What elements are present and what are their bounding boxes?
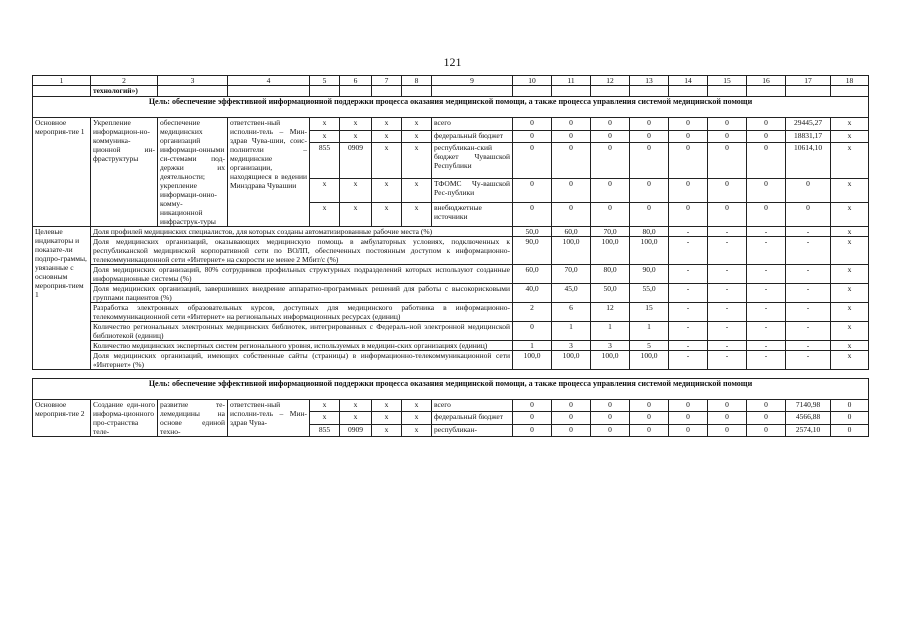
indicator-value: - — [669, 322, 708, 341]
budget-code: х — [402, 178, 432, 202]
column-number: 16 — [747, 76, 786, 86]
funding-value: 0 — [630, 424, 669, 436]
measure-2-executor: ответствен-ный исполни-тель – Мин-здрав Чува- — [228, 400, 310, 437]
funding-value: 0 — [747, 118, 786, 131]
indicator-value: 12 — [591, 303, 630, 322]
measure-1-executor: ответствен-ный исполни-тель – Мин-здрав Чува-шии, соис-полнители – медицинские организации, находящиеся в ведении Минздрава Чувашии — [228, 118, 310, 227]
budget-code: х — [402, 118, 432, 131]
funding-value: 0 — [552, 202, 591, 226]
column-number: 13 — [630, 76, 669, 86]
budget-code: х — [372, 202, 402, 226]
funding-value: 0 — [552, 178, 591, 202]
funding-value: 0 — [630, 130, 669, 143]
indicator-text: Количество медицинских экспертных систем регионального уровня, используемых в медицин-ских организациях (единиц) — [91, 341, 513, 351]
funding-value: 0 — [552, 118, 591, 131]
indicator-value: 6 — [552, 303, 591, 322]
column-number: 3 — [158, 76, 228, 86]
indicator-value: 1 — [552, 322, 591, 341]
indicator-row — [33, 237, 869, 265]
indicator-value: - — [708, 265, 747, 284]
measure-2-description: развитие те-лемедицины на основе единой техно- — [158, 400, 228, 437]
budget-code: х — [402, 400, 432, 412]
budget-code: х — [372, 424, 402, 436]
funding-value: 0 — [669, 400, 708, 412]
indicator-value: - — [747, 265, 786, 284]
indicator-text: Доля медицинских организаций, завершивших внедрение аппаратно-программных решений для работы с высокорисковыми группами пациентов (%) — [91, 284, 513, 303]
funding-value: 0 — [513, 400, 552, 412]
indicator-value: 70,0 — [591, 227, 630, 237]
funding-value: 0 — [591, 130, 630, 143]
indicator-value: - — [708, 322, 747, 341]
indicator-value: 55,0 — [630, 284, 669, 303]
indicator-text: Доля медицинских организаций, имеющих собственные сайты (страницы) в информационно-телекоммуникационной сети «Интернет» (%) — [91, 351, 513, 370]
budget-code: х — [372, 412, 402, 424]
column-number: 12 — [591, 76, 630, 86]
indicator-value: х — [831, 227, 869, 237]
indicator-value: 60,0 — [513, 265, 552, 284]
budget-code: х — [372, 178, 402, 202]
funding-value: 0 — [708, 143, 747, 178]
column-number: 5 — [310, 76, 340, 86]
indicator-value: 1 — [513, 341, 552, 351]
goal-text: Цель: обеспечение эффективной информационной поддержки процесса оказания медицинской помощи, а также процесса управления системой медицинской помощи — [33, 97, 869, 118]
indicator-value: - — [708, 303, 747, 322]
indicator-value: - — [747, 303, 786, 322]
indicator-row — [33, 227, 869, 237]
indicator-value: - — [669, 341, 708, 351]
indicator-value: 0 — [513, 322, 552, 341]
funding-value: 0 — [630, 178, 669, 202]
funding-value: 0 — [591, 400, 630, 412]
column-number: 17 — [786, 76, 831, 86]
measure-1-title: Основное мероприя-тие 1 — [33, 118, 91, 227]
indicator-text: Количество региональных электронных медицинских библиотек, интегрированных с Федераль-ной электронной медицинской библиотекой (единиц) — [91, 322, 513, 341]
budget-code: х — [340, 178, 372, 202]
column-number: 15 — [708, 76, 747, 86]
funding-value: 0 — [669, 412, 708, 424]
funding-value: 0 — [708, 118, 747, 131]
indicator-value: 90,0 — [630, 265, 669, 284]
funding-value: 0 — [669, 202, 708, 226]
funding-value: 0 — [708, 202, 747, 226]
spacer — [33, 370, 869, 379]
indicator-group-label: Целевые индикаторы и показате-ли подпро-граммы, увязанные с основным мероприя-тием 1 — [33, 227, 91, 370]
budget-code: х — [310, 178, 340, 202]
indicator-value: 2 — [513, 303, 552, 322]
funding-source: федеральный бюджет — [432, 130, 513, 143]
funding-value: 0 — [591, 412, 630, 424]
funding-value: 0 — [747, 143, 786, 178]
indicator-text: Доля медицинских организаций, оказывающих медицинскую помощь в амбулаторных условиях, подключенных к республиканской медицинской корпоративной сети по ВОЛП, обеспеченных постоянным доступом к информационно-телекоммуникационной сети «Интернет» на скорости не менее 2 Мбит/с (%) — [91, 237, 513, 265]
indicator-row — [33, 341, 869, 351]
funding-value: 0 — [552, 143, 591, 178]
funding-value: 0 — [747, 178, 786, 202]
indicator-value: - — [786, 322, 831, 341]
budget-code: х — [372, 143, 402, 178]
indicator-text: Разработка электронных образовательных курсов, доступных для медицинского работника в информационно-телекоммуникационной сети «Интернет» на региональных информационных ресурсах (единиц) — [91, 303, 513, 322]
funding-value: 0 — [513, 143, 552, 178]
indicator-value: 50,0 — [513, 227, 552, 237]
indicator-value: - — [669, 303, 708, 322]
measure-1-row — [33, 118, 869, 131]
funding-value: х — [831, 118, 869, 131]
funding-value: 0 — [552, 400, 591, 412]
indicator-value: 100,0 — [630, 351, 669, 370]
budget-code: 0909 — [340, 143, 372, 178]
funding-value: 0 — [669, 118, 708, 131]
funding-value: 4566,88 — [786, 412, 831, 424]
funding-value: 0 — [831, 412, 869, 424]
indicator-value: 15 — [630, 303, 669, 322]
indicator-value: - — [786, 341, 831, 351]
budget-code: х — [340, 118, 372, 131]
indicator-value: - — [786, 227, 831, 237]
indicator-value: 100,0 — [591, 351, 630, 370]
budget-code: х — [372, 130, 402, 143]
budget-code: х — [402, 130, 432, 143]
funding-value: 0 — [630, 412, 669, 424]
funding-value: 2574,10 — [786, 424, 831, 436]
indicator-value: - — [708, 284, 747, 303]
funding-value: 0 — [747, 400, 786, 412]
budget-code: х — [310, 130, 340, 143]
indicator-value: - — [747, 351, 786, 370]
indicator-value: - — [786, 303, 831, 322]
funding-value: 0 — [552, 412, 591, 424]
goal-row-2 — [33, 379, 869, 400]
column-number: 4 — [228, 76, 310, 86]
spacer-row — [33, 370, 869, 379]
indicator-value: - — [708, 227, 747, 237]
indicator-value: х — [831, 351, 869, 370]
funding-value: 0 — [831, 424, 869, 436]
indicator-value: 100,0 — [552, 351, 591, 370]
column-number: 9 — [432, 76, 513, 86]
funding-source: республикан-ский бюджет Чувашской Республики — [432, 143, 513, 178]
indicator-value: 70,0 — [552, 265, 591, 284]
funding-value: 0 — [786, 178, 831, 202]
funding-source: федеральный бюджет — [432, 412, 513, 424]
indicator-value: 100,0 — [630, 237, 669, 265]
funding-source: ТФОМС Чу-вашской Рес-публики — [432, 178, 513, 202]
indicator-value: - — [747, 341, 786, 351]
funding-value: 0 — [630, 400, 669, 412]
budget-code: 855 — [310, 143, 340, 178]
funding-value: 0 — [630, 202, 669, 226]
funding-value: 0 — [591, 202, 630, 226]
funding-value: 0 — [708, 424, 747, 436]
indicator-value: - — [786, 265, 831, 284]
indicator-value: - — [747, 284, 786, 303]
indicator-value: - — [786, 351, 831, 370]
column-number: 8 — [402, 76, 432, 86]
funding-value: 0 — [669, 424, 708, 436]
funding-value: 0 — [786, 202, 831, 226]
indicator-value: 1 — [630, 322, 669, 341]
budget-code: х — [310, 202, 340, 226]
funding-value: 0 — [513, 412, 552, 424]
budget-code: х — [372, 400, 402, 412]
measure-2-row — [33, 400, 869, 412]
indicator-row — [33, 265, 869, 284]
budget-code: х — [402, 143, 432, 178]
indicator-row — [33, 351, 869, 370]
indicator-value: 1 — [591, 322, 630, 341]
indicator-value: 40,0 — [513, 284, 552, 303]
indicator-value: х — [831, 284, 869, 303]
funding-value: 0 — [591, 143, 630, 178]
indicator-value: - — [669, 237, 708, 265]
column-number: 1 — [33, 76, 91, 86]
column-number: 14 — [669, 76, 708, 86]
column-number-row — [33, 76, 869, 86]
continuation-row — [33, 86, 869, 97]
budget-code: х — [310, 400, 340, 412]
funding-value: 0 — [630, 143, 669, 178]
indicator-value: 90,0 — [513, 237, 552, 265]
measure-2-name: Создание еди-ного информа-ционного про-странства теле- — [91, 400, 158, 437]
funding-source: внебюджетные источники — [432, 202, 513, 226]
funding-value: 29445,27 — [786, 118, 831, 131]
budget-code: х — [310, 412, 340, 424]
funding-value: 0 — [513, 118, 552, 131]
funding-value: 0 — [552, 424, 591, 436]
indicator-value: 100,0 — [552, 237, 591, 265]
indicator-value: - — [747, 322, 786, 341]
measure-1-description: обеспечение медицинских организаций информаци-онными си-стемами под-держки их деятельности; укрепление информаци-онно-комму-никационной инфраструк-туры — [158, 118, 228, 227]
indicator-value: 60,0 — [552, 227, 591, 237]
indicator-value: - — [669, 227, 708, 237]
funding-value: 0 — [831, 400, 869, 412]
funding-value: х — [831, 130, 869, 143]
funding-value: х — [831, 202, 869, 226]
measure-1-name: Укрепление информацион-но-коммуника-ционной ин-фраструктуры — [91, 118, 158, 227]
funding-value: х — [831, 178, 869, 202]
funding-value: 0 — [552, 130, 591, 143]
indicator-value: - — [708, 341, 747, 351]
indicator-value: 100,0 — [591, 237, 630, 265]
indicator-text: Доля профилей медицинских специалистов, для которых созданы автоматизированные рабочие места (%) — [91, 227, 513, 237]
budget-code: х — [340, 412, 372, 424]
funding-value: 0 — [708, 400, 747, 412]
indicator-row — [33, 322, 869, 341]
indicator-value: х — [831, 265, 869, 284]
funding-source: всего — [432, 118, 513, 131]
funding-value: 0 — [591, 178, 630, 202]
column-number: 10 — [513, 76, 552, 86]
indicator-value: - — [708, 237, 747, 265]
goal-row — [33, 97, 869, 118]
budget-code: х — [340, 202, 372, 226]
indicator-value: 80,0 — [591, 265, 630, 284]
page-number: 121 — [443, 55, 462, 69]
measure-2-title: Основное мероприя-тие 2 — [33, 400, 91, 437]
indicator-value: - — [669, 351, 708, 370]
column-number: 18 — [831, 76, 869, 86]
indicator-value: х — [831, 322, 869, 341]
funding-value: 0 — [669, 178, 708, 202]
budget-code: х — [402, 202, 432, 226]
indicator-row — [33, 303, 869, 322]
indicator-row — [33, 284, 869, 303]
goal-text-2: Цель: обеспечение эффективной информационной поддержки процесса оказания медицинской помощи, а также процесса управления системой медицинской помощи — [33, 379, 869, 400]
column-number: 11 — [552, 76, 591, 86]
indicator-value: 80,0 — [630, 227, 669, 237]
column-number: 6 — [340, 76, 372, 86]
funding-value: 0 — [630, 118, 669, 131]
budget-code: 855 — [310, 424, 340, 436]
funding-value: 0 — [669, 130, 708, 143]
indicator-value: - — [747, 237, 786, 265]
funding-value: 0 — [591, 118, 630, 131]
indicator-value: х — [831, 341, 869, 351]
budget-code: 0909 — [340, 424, 372, 436]
indicator-value: - — [708, 351, 747, 370]
indicator-value: - — [669, 265, 708, 284]
funding-source: республикан- — [432, 424, 513, 436]
indicator-value: - — [669, 284, 708, 303]
funding-value: 0 — [708, 130, 747, 143]
continuation-text: технологий») — [91, 86, 158, 97]
funding-value: 18831,17 — [786, 130, 831, 143]
budget-code: х — [340, 400, 372, 412]
indicator-value: 50,0 — [591, 284, 630, 303]
funding-value: 0 — [747, 412, 786, 424]
column-number: 7 — [372, 76, 402, 86]
indicator-value: х — [831, 237, 869, 265]
budget-code: х — [340, 130, 372, 143]
funding-value: 0 — [513, 202, 552, 226]
column-number: 2 — [91, 76, 158, 86]
budget-code: х — [402, 412, 432, 424]
indicator-text: Доля медицинских организаций, 80% сотрудников профильных структурных подразделений которых используют созданные информационные системы (%) — [91, 265, 513, 284]
budget-code: х — [402, 424, 432, 436]
indicator-value: х — [831, 303, 869, 322]
funding-value: 0 — [669, 143, 708, 178]
funding-value: 0 — [747, 130, 786, 143]
funding-value: 0 — [513, 178, 552, 202]
funding-value: 7140,98 — [786, 400, 831, 412]
indicator-value: 5 — [630, 341, 669, 351]
funding-source: всего — [432, 400, 513, 412]
indicator-value: 3 — [591, 341, 630, 351]
indicator-value: - — [786, 237, 831, 265]
funding-value: 0 — [747, 202, 786, 226]
funding-value: 0 — [513, 424, 552, 436]
program-table — [32, 75, 869, 437]
funding-value: 0 — [591, 424, 630, 436]
funding-value: 0 — [747, 424, 786, 436]
funding-value: х — [831, 143, 869, 178]
budget-code: х — [310, 118, 340, 131]
funding-value: 0 — [513, 130, 552, 143]
indicator-value: 3 — [552, 341, 591, 351]
funding-value: 10614,10 — [786, 143, 831, 178]
budget-code: х — [372, 118, 402, 131]
indicator-value: - — [786, 284, 831, 303]
indicator-value: - — [747, 227, 786, 237]
funding-value: 0 — [708, 412, 747, 424]
indicator-value: 45,0 — [552, 284, 591, 303]
indicator-value: 100,0 — [513, 351, 552, 370]
funding-value: 0 — [708, 178, 747, 202]
